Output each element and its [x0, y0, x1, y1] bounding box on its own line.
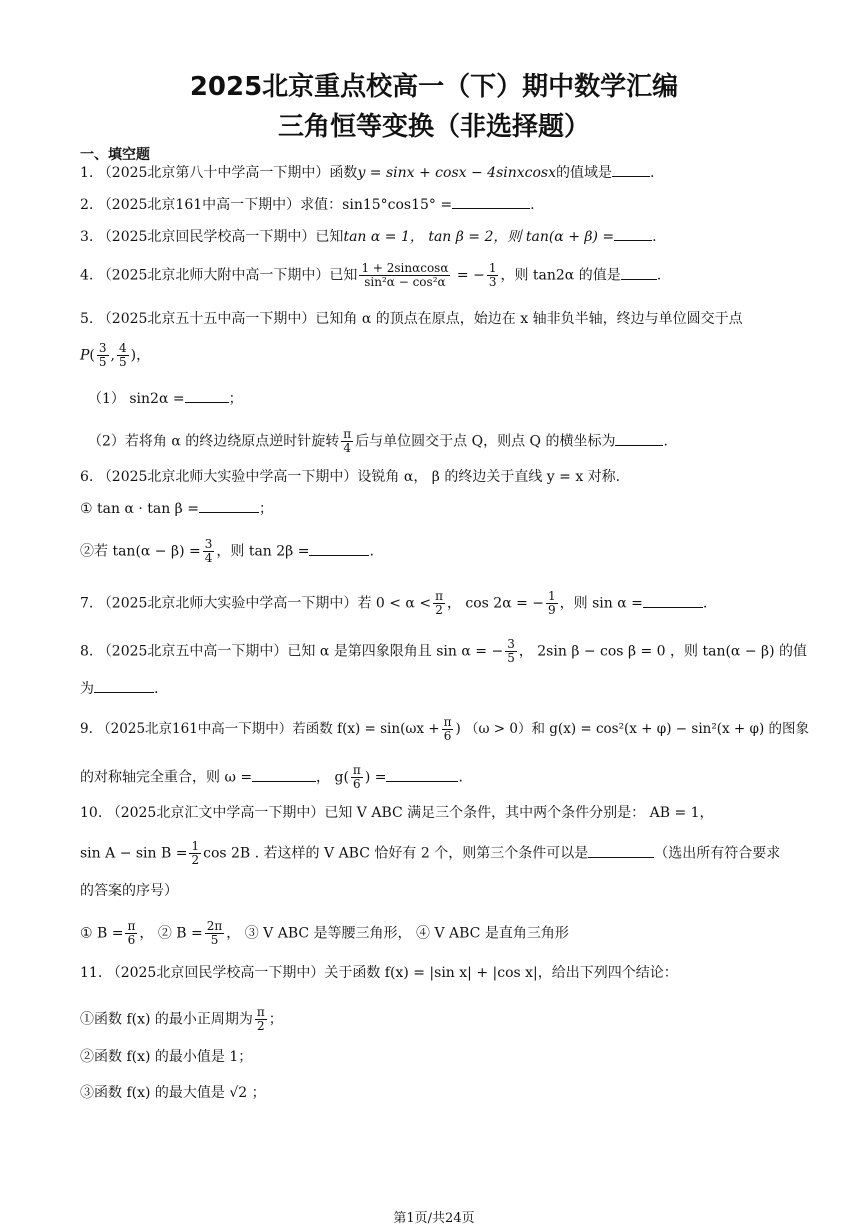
q6-part-b-frac [203, 538, 215, 565]
q6-part-a-text: ① tan α · tan β = [80, 501, 199, 517]
q10-frac-2 [125, 920, 137, 947]
q4-fraction [359, 262, 450, 289]
q5-part-1-end: ； [228, 391, 243, 407]
q6-part-b [80, 538, 374, 565]
q5-part-2 [88, 428, 668, 455]
q5-x-num: 3 [98, 341, 107, 355]
q3-expression: tan α = 1， tan β = 2，则 tan(α + β) = [343, 229, 615, 245]
q10-blank [588, 845, 654, 858]
q5-part-2-blank [615, 433, 663, 446]
q2-expression: sin15°cos15° = [342, 197, 453, 213]
q9-blank-2 [386, 769, 458, 782]
q7-middle: ， cos 2α = − [446, 595, 545, 612]
q5-point: P( $\frac{3}{5}$ , $\frac{4}{5}$ )， [80, 341, 151, 369]
q10-frac-1 [189, 840, 201, 867]
q7-prefix: 7. （2025北京北师大实验中学高一下期中）若 0 < α < [80, 595, 432, 612]
q5-part-2-den: 4 [343, 441, 352, 455]
q2-end: . [530, 197, 535, 213]
q6-part-b-den: 4 [204, 551, 213, 565]
q6-part-b-prefix: ②若 tan(α − β) = [80, 543, 201, 560]
question-2 [80, 196, 535, 214]
q5-point-end: ， [136, 347, 151, 364]
q6-part-a [80, 500, 273, 518]
question-6: 6. （2025北京北师大实验中学高一下期中）设锐角 α， β 的终边关于直线 y = x 对称. [80, 469, 621, 485]
q4-blank [621, 267, 657, 280]
q5-part-2-suffix: 后与单位圆交于点 Q，则点 Q 的横坐标为 [355, 433, 616, 450]
q2-blank [452, 196, 530, 209]
q11-conclusion-3: ③函数 f(x) 的最大值是 √2 ； [80, 1085, 266, 1101]
q10-frac-3 [205, 920, 225, 947]
q5-part-2-num: π [343, 427, 352, 441]
q6-part-a-blank [199, 500, 259, 513]
q5-part-2-end: . [663, 433, 668, 450]
q10-num-2: π [127, 919, 136, 933]
q4-prefix: 4. （2025北京北师大附中高一下期中）已知 [80, 267, 358, 284]
q4-end: . [656, 267, 662, 284]
q11-conclusion-1-text: ①函数 f(x) 的最小正周期为 [80, 1011, 253, 1028]
q11-conclusion-1-end: ； [268, 1011, 283, 1028]
q4-equals: = − [452, 267, 485, 284]
q10-line-2-a: sin A − sin B = [80, 845, 188, 862]
q9-den-2: 6 [353, 777, 361, 791]
q8-blank [94, 680, 154, 693]
q4-denominator-2: 3 [488, 275, 497, 289]
page-footer: 第1页/共24页 [393, 1211, 475, 1226]
q8-den: 5 [507, 651, 515, 665]
q10-options [80, 920, 569, 947]
question-3 [80, 228, 657, 246]
q7-den-2: 9 [548, 603, 556, 617]
q10-line-3: 的答案的序号） [80, 883, 178, 899]
q5-part-1-text: （1） sin2α = [88, 391, 185, 407]
q6-part-b-suffix: ，则 tan 2β = [216, 543, 310, 560]
q4-suffix: ，则 tan2α 的值是 [500, 267, 621, 284]
q9-end: . [458, 769, 463, 786]
q10-den-1: 2 [191, 853, 200, 867]
q5-part-1 [88, 390, 243, 408]
q7-num-2: 1 [548, 589, 556, 603]
q9-num-2: π [352, 763, 361, 777]
q10-den-2: 6 [127, 933, 136, 947]
q8-frac [505, 638, 517, 665]
q1-suffix: 的值域是 [556, 165, 612, 181]
q5-part-2-frac [341, 428, 353, 455]
q8-line-2-text: 为 [80, 681, 94, 697]
q8-line-2 [80, 680, 158, 698]
q6-part-b-num: 3 [204, 537, 213, 551]
question-9 [80, 716, 809, 743]
question-4 [80, 262, 661, 289]
q5-y-den: 5 [118, 355, 127, 369]
q9-line-2-b: ， g( [316, 769, 349, 786]
document-subtitle: 三角恒等变换（非选择题） [277, 112, 590, 142]
q1-expression: y = sinx + cosx − 4sinxcosx [357, 165, 556, 181]
q7-den-1: 2 [435, 603, 443, 617]
q10-line-2 [80, 840, 780, 867]
q5-part-1-blank [185, 390, 229, 403]
q11-num: π [256, 1005, 265, 1019]
q9-den-1: 6 [443, 729, 452, 743]
q9-line-2 [80, 764, 463, 791]
q10-num-3: 2π [206, 919, 223, 933]
q10-den-3: 5 [210, 933, 219, 947]
q1-prefix: 1. （2025北京第八十中学高一下期中）函数 [80, 165, 358, 181]
q5-part-2-prefix: （2）若将角 α 的终边绕原点逆时针旋转 [88, 433, 340, 450]
q9-blank-1 [252, 769, 316, 782]
q3-blank [614, 228, 652, 241]
q7-suffix: ，则 sin α = [559, 595, 643, 612]
question-11: 11. （2025北京回民学校高一下期中）关于函数 f(x) = |sin x| + |cos x|，给出下列四个结论： [80, 965, 678, 981]
q5-frac-y [117, 342, 129, 369]
q7-end: . [702, 595, 708, 612]
q4-denominator: sin²α − cos²α [364, 275, 446, 289]
q1-blank [612, 164, 650, 177]
q9-line-2-c: ) = [364, 769, 387, 786]
q10-option-1: ① B = [80, 925, 124, 942]
q7-frac-1 [433, 590, 445, 617]
q5-x-den: 5 [98, 355, 107, 369]
q8-num: 3 [507, 637, 515, 651]
q10-line-2-b: cos 2B . 若这样的 V ABC 恰好有 2 个，则第三个条件可以是 [203, 845, 589, 862]
q9-suffix: ) （ω > 0）和 g(x) = cos²(x + φ) − sin²(x + φ) 的图象 [455, 721, 810, 737]
q10-num-1: 1 [191, 839, 200, 853]
q9-frac-1 [442, 716, 454, 743]
q2-prefix: 2. （2025北京161中高一下期中）求值： [80, 197, 343, 213]
q5-point-label: P [80, 347, 90, 364]
q9-num-1: π [443, 715, 452, 729]
q7-num-1: π [435, 589, 443, 603]
question-5: 5. （2025北京五十五中高一下期中）已知角 α 的顶点在原点，始边在 x 轴非负半轴，终边与单位圆交于点 [80, 311, 743, 327]
q6-part-b-end: . [369, 543, 374, 560]
q4-numerator-2: 1 [488, 261, 497, 275]
q11-conclusion-2: ②函数 f(x) 的最小值是 1； [80, 1049, 253, 1065]
q11-den: 2 [257, 1019, 265, 1033]
q11-conclusion-1 [80, 1006, 283, 1033]
q7-frac-2 [546, 590, 558, 617]
q3-prefix: 3. （2025北京回民学校高一下期中）已知 [80, 229, 344, 245]
q10-option-3-4: ， ③ V ABC 是等腰三角形， ④ V ABC 是直角三角形 [226, 925, 569, 942]
q8-end: . [154, 681, 159, 697]
q9-frac-2 [351, 764, 363, 791]
q10-line-2-c: （选出所有符合要求 [654, 845, 781, 862]
q6-part-b-blank [309, 543, 369, 556]
q4-numerator: 1 + 2sinαcosα [361, 261, 449, 275]
q7-blank [643, 595, 703, 608]
q3-end: . [652, 229, 657, 245]
section-heading: 一、填空题 [80, 147, 150, 163]
q10-option-2: ， ② B = [139, 925, 203, 942]
question-8 [80, 638, 807, 665]
q5-frac-x [97, 342, 109, 369]
q8-prefix: 8. （2025北京五中高一下期中）已知 α 是第四象限角且 sin α = − [80, 643, 504, 660]
q1-end: . [650, 165, 655, 181]
q4-fraction-2 [487, 262, 499, 289]
question-10: 10. （2025北京汇文中学高一下期中）已知 V ABC 满足三个条件，其中两个条件分别是： AB = 1， [80, 805, 714, 821]
q11-frac [255, 1006, 267, 1033]
q9-prefix: 9. （2025北京161中高一下期中）若函数 f(x) = sin(ωx + [80, 721, 440, 737]
q9-line-2-a: 的对称轴完全重合，则 ω = [80, 769, 253, 786]
q8-suffix: ， 2sin β − cos β = 0 ，则 tan(α − β) 的值 [518, 643, 808, 660]
question-1 [80, 164, 654, 182]
q5-y-num: 4 [118, 341, 127, 355]
q6-part-a-end: ； [258, 501, 273, 517]
question-7 [80, 590, 707, 617]
document-title: 2025北京重点校高一（下）期中数学汇编 [189, 72, 679, 102]
